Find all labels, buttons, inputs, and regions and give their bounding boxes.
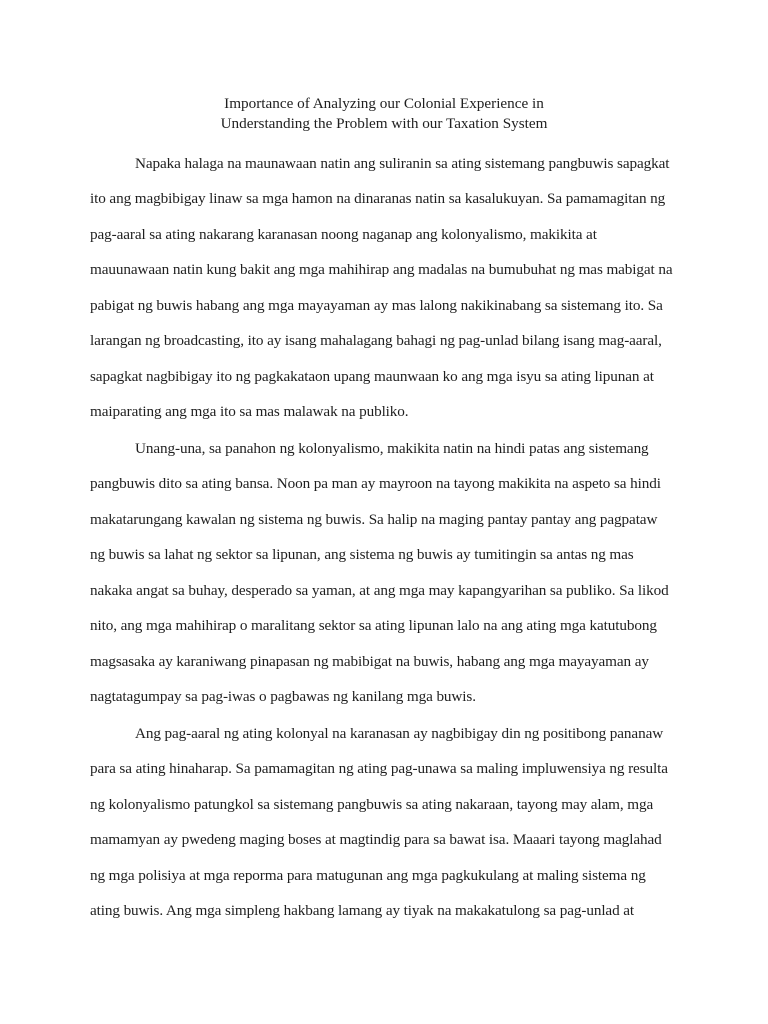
paragraph-2-line-7: magsasaka ay karaniwang pinapasan ng mabibigat na buwis, habang ang mga mayayaman ay xyxy=(90,653,649,670)
document-title xyxy=(0,94,768,134)
paragraph-2-line-6: nito, ang mga mahihirap o maralitang sektor sa ating lipunan lalo na ang ating mga katutubong xyxy=(90,617,657,634)
paragraph-3-line-1: Ang pag-aaral ng ating kolonyal na karanasan ay nagbibigay din ng positibong pananaw xyxy=(135,725,664,742)
paragraph-2-line-1: Unang-una, sa panahon ng kolonyalismo, makikita natin na hindi patas ang sistemang xyxy=(135,440,649,457)
paragraph-2-line-5: nakaka angat sa buhay, desperado sa yaman, at ang mga may kapangyarihan sa publiko. Sa likod xyxy=(90,582,669,599)
paragraph-1-line-4: mauunawaan natin kung bakit ang mga mahihirap ang madalas na bumubuhat ng mas mabigat na xyxy=(90,261,673,278)
paragraph-3-line-2: para sa ating hinaharap. Sa pamamagitan ng ating pag-unawa sa maling impluwensiya ng resulta xyxy=(90,760,668,777)
paragraph-3-line-6: ating buwis. Ang mga simpleng hakbang lamang ay tiyak na makakatulong sa pag-unlad at xyxy=(90,902,635,919)
title-line: Understanding the Problem with our Taxation System xyxy=(220,115,548,132)
paragraph-1-line-2: ito ang magbibigay linaw sa mga hamon na dinaranas natin sa kasalukuyan. Sa pamamagitan ng xyxy=(90,190,666,207)
paragraph-3-line-5: ng mga polisiya at mga reporma para matugunan ang mga pagkukulang at maling sistema ng xyxy=(90,867,646,884)
paragraph-3-line-4: mamamyan ay pwedeng maging boses at magtindig para sa bawat isa. Maaari tayong maglahad xyxy=(90,831,662,848)
title-line: Importance of Analyzing our Colonial Experience in xyxy=(224,95,544,112)
paragraph-1-line-1: Napaka halaga na maunawaan natin ang suliranin sa ating sistemang pangbuwis sapagkat xyxy=(135,155,670,172)
paragraph-2-line-8: nagtatagumpay sa pag-iwas o pagbawas ng kanilang mga buwis. xyxy=(90,688,476,705)
paragraph-2-line-4: ng buwis sa lahat ng sektor sa lipunan, ang sistema ng buwis ay tumitingin sa antas ng mas xyxy=(90,546,634,563)
paragraph-3-line-3: ng kolonyalismo patungkol sa sistemang pangbuwis sa ating nakaraan, tayong may alam, mga xyxy=(90,796,654,813)
paragraph-1-line-3: pag-aaral sa ating nakarang karanasan noong naganap ang kolonyalismo, makikita at xyxy=(90,226,597,243)
paragraph-1-line-7: sapagkat nagbibigay ito ng pagkakataon upang maunwaan ko ang mga isyu sa ating lipunan at xyxy=(90,368,654,385)
paragraph-2-line-3: makatarungang kawalan ng sistema ng buwis. Sa halip na maging pantay pantay ang pagpataw xyxy=(90,511,658,528)
paragraph-1-line-6: larangan ng broadcasting, ito ay isang mahalagang bahagi ng pag-unlad bilang isang mag-aaral, xyxy=(90,332,662,349)
paragraph-1-line-5: pabigat ng buwis habang ang mga mayayaman ay mas lalong nakikinabang sa sistemang ito. Sa xyxy=(90,297,663,314)
paragraph-2-line-2: pangbuwis dito sa ating bansa. Noon pa man ay mayroon na tayong makikita na aspeto sa hindi xyxy=(90,475,661,492)
paragraph-1-line-8: maiparating ang mga ito sa mas malawak na publiko. xyxy=(90,403,409,420)
